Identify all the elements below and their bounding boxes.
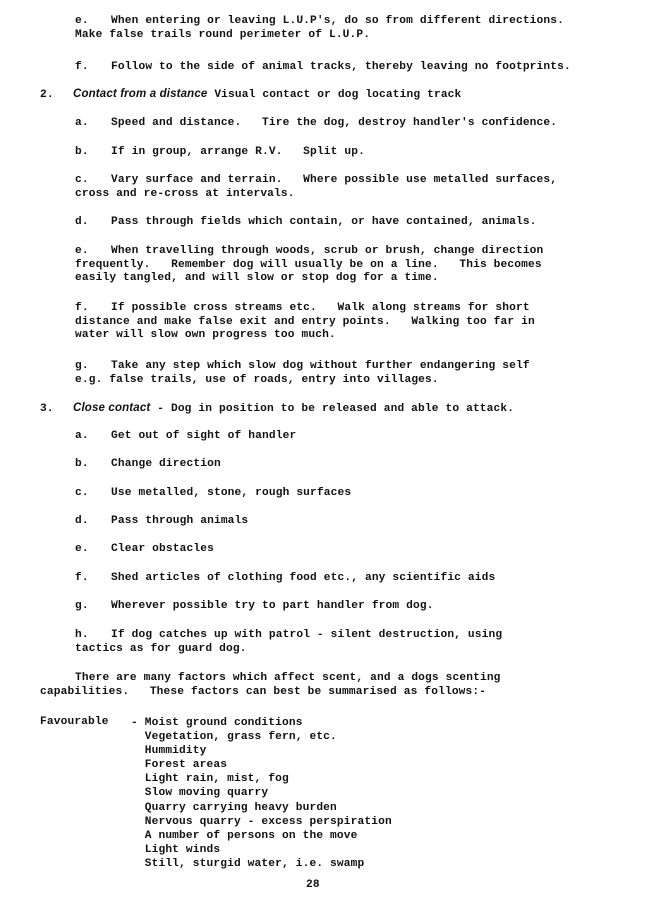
- item-text: Take any step which slow dog without further endangering self e.g. false trails, use of roads, entry into villages.: [75, 360, 530, 386]
- list-item: Hummidity: [131, 745, 207, 758]
- item-1e: [75, 15, 615, 42]
- favourable-label: Favourable: [40, 716, 109, 728]
- item-text: If dog catches up with patrol - silent destruction, using tactics as for guard dog.: [75, 629, 503, 655]
- item-2d: [75, 216, 595, 230]
- item-3g: [75, 600, 595, 614]
- list-item: Forest areas: [131, 759, 228, 772]
- item-text: If in group, arrange R.V. Split up.: [111, 146, 365, 158]
- item-text: Pass through animals: [111, 515, 249, 527]
- item-label: d.: [75, 515, 89, 527]
- section-number: 2.: [40, 89, 54, 101]
- item-label: b.: [75, 458, 89, 470]
- item-2g: [75, 360, 595, 387]
- item-label: d.: [75, 216, 89, 228]
- scent-factors-intro: There are many factors which affect scent, and a dogs scenting capabilities. These factors can best be summarised as follows:-: [40, 672, 501, 698]
- item-text: When entering or leaving L.U.P's, do so from different directions. Make false trails round perimeter of L.U.P.: [75, 15, 564, 41]
- item-3d: [75, 515, 595, 529]
- item-2f: [75, 302, 595, 343]
- item-label: f.: [75, 61, 89, 73]
- item-label: e.: [75, 543, 89, 555]
- item-3a: [75, 430, 595, 444]
- section-number: 3.: [40, 403, 54, 415]
- list-item: A number of persons on the move: [131, 829, 358, 842]
- item-3b: [75, 458, 595, 472]
- item-text: Use metalled, stone, rough surfaces: [111, 487, 352, 499]
- item-text: Clear obstacles: [111, 543, 214, 555]
- list-item: Vegetation, grass fern, etc.: [131, 731, 337, 744]
- item-2a: [75, 117, 595, 131]
- list-item: Nervous quarry - excess perspiration: [131, 815, 392, 828]
- item-label: a.: [75, 117, 89, 129]
- item-2c: [75, 174, 595, 201]
- item-3h: [75, 629, 595, 656]
- page-number: 28: [306, 879, 320, 891]
- item-text: Vary surface and terrain. Where possible use metalled surfaces, cross and re-cross at intervals.: [75, 174, 558, 200]
- section-title: Close contact: [73, 402, 151, 414]
- item-label: h.: [75, 629, 89, 641]
- item-text: Speed and distance. Tire the dog, destroy handler's confidence.: [111, 117, 558, 129]
- item-text: Shed articles of clothing food etc., any scientific aids: [111, 572, 496, 584]
- item-1f: [75, 61, 615, 75]
- list-item: Still, sturgid water, i.e. swamp: [131, 857, 365, 870]
- section-subtitle: - Dog in position to be released and able to attack.: [150, 403, 515, 415]
- list-item: - Moist ground conditions: [131, 717, 303, 729]
- item-3f: [75, 572, 595, 586]
- item-text: Get out of sight of handler: [111, 430, 297, 442]
- item-text: Wherever possible try to part handler from dog.: [111, 600, 434, 612]
- item-3c: [75, 487, 595, 501]
- favourable-list: [131, 716, 392, 871]
- list-item: Quarry carrying heavy burden: [131, 801, 337, 814]
- item-label: g.: [75, 360, 89, 372]
- item-text: Pass through fields which contain, or have contained, animals.: [111, 216, 537, 228]
- item-text: Change direction: [111, 458, 221, 470]
- item-label: f.: [75, 572, 89, 584]
- item-text: If possible cross streams etc. Walk along streams for short distance and make false exit and entry points. Walking too far in water will slow own progress too much.: [75, 302, 535, 342]
- list-item: Light rain, mist, fog: [131, 773, 289, 786]
- item-text: Follow to the side of animal tracks, thereby leaving no footprints.: [111, 61, 571, 73]
- item-2b: [75, 146, 595, 160]
- item-label: c.: [75, 487, 89, 499]
- item-label: e.: [75, 245, 89, 257]
- item-label: f.: [75, 302, 89, 314]
- item-2e: [75, 245, 595, 286]
- section-3-heading: [40, 402, 630, 417]
- item-label: c.: [75, 174, 89, 186]
- item-text: When travelling through woods, scrub or brush, change direction frequently. Remember dog will usually be on a line. This becomes easily tangled, and will slow or stop dog for a time.: [75, 245, 544, 285]
- list-item: Slow moving quarry: [131, 787, 269, 800]
- section-subtitle: Visual contact or dog locating track: [207, 89, 462, 101]
- section-title: Contact from a distance: [73, 88, 208, 100]
- list-item: Light winds: [131, 843, 221, 856]
- item-label: e.: [75, 15, 89, 27]
- item-label: b.: [75, 146, 89, 158]
- section-2-heading: [40, 88, 620, 103]
- item-3e: [75, 543, 595, 557]
- item-label: g.: [75, 600, 89, 612]
- item-label: a.: [75, 430, 89, 442]
